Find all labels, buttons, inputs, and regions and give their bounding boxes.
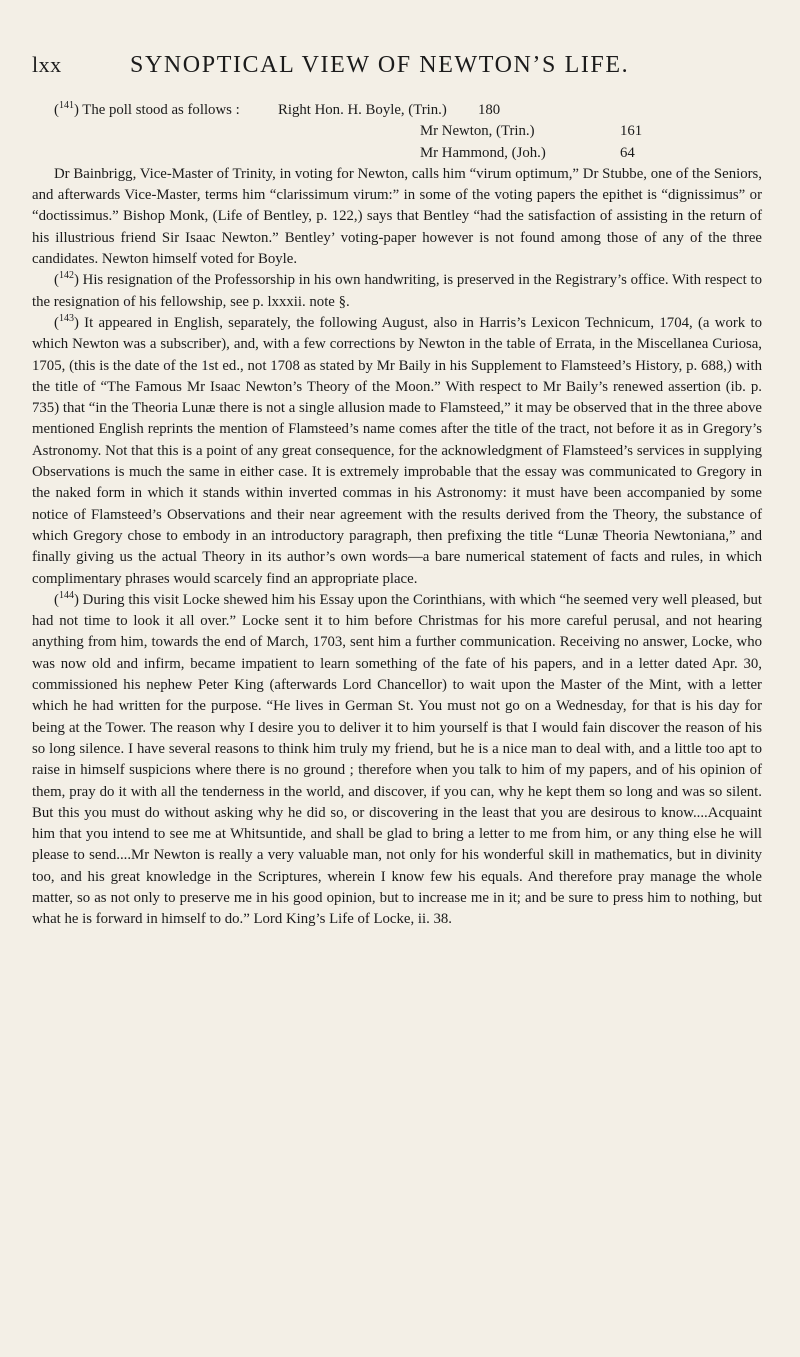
poll-votes: 161 bbox=[620, 123, 643, 140]
poll-row bbox=[32, 100, 762, 121]
page-header bbox=[32, 52, 762, 92]
note-number: 143 bbox=[58, 313, 74, 325]
poll-lead: ($^{141}$) The poll stood as follows : bbox=[54, 100, 240, 118]
note-number: 141 bbox=[58, 100, 74, 112]
note-number: 142 bbox=[58, 270, 74, 282]
page-body bbox=[32, 100, 762, 931]
paragraph-note-143: ($^{143}$) It appeared in English, separately, the following August, also in Harris’s Lexicon Technicum, 1704, (a work to which Newton was a subscriber), and, with a few corrections by Newton in the table of Errata, in the Miscellanea Curiosa, 1705, (this is the date of the 1st ed., not 1708 as stated by Mr Baily in his Supplement to Flamsteed’s History, p. 688,) with the title of “The Famous Mr Isaac Newton’s Theory of the Moon.” With respect to Mr Baily’s renewed assertion (ib. p. 735) that “in the Theoria Lunæ there is not a single allusion made to Flamsteed,” it may be observed that in the three above mentioned English reprints the mention of Flamsteed’s name comes after the title of the tract, not before it as in Gregory’s Astronomy. Not that this is a point of any great consequence, for the acknowledgment of Flamsteed’s services in supplying Observations is much the same in either case. It is extremely improbable that the essay was communicated to Gregory in the naked form in which it stands within inverted commas in his Astronomy: it must have been accompanied by some notice of Flamsteed’s Observations and their near agreement with the results derived from the Theory, the substance of which Gregory chose to embody in an introductory paragraph, then prefixing the title “Lunæ Theoria Newtoniana,” and finally giving us the actual Theory in its author’s own words—a bare numerical statement of facts and rules, in which complimentary phrases would scarcely find an appropriate place. bbox=[32, 313, 762, 587]
paragraph-note-141: Dr Bainbrigg, Vice-Master of Trinity, in voting for Newton, calls him “virum optimum,” Dr Stubbe, one of the Seniors, and afterwards Vice-Master, terms him “clarissimum virum:” in some of the voting papers the epithet is “dignissimus” or “doctissimus.” Bishop Monk, (Life of Bentley, p. 122,) says that Bentley “had the satisfaction of assisting in the return of his illustrious friend Sir Isaac Newton.” Bentley’ voting-paper however is not found among those of any of the three candidates. Newton himself voted for Boyle. bbox=[32, 165, 762, 268]
poll-votes: 180 bbox=[478, 102, 501, 118]
poll-candidate: Right Hon. H. Boyle, (Trin.) bbox=[278, 102, 447, 118]
paragraph-note-144: ($^{144}$) During this visit Locke shewed him his Essay upon the Corinthians, with which “he seemed very well pleased, but had not time to look it all over.” Locke sent it to him before Christmas for his more careful perusal, and not hearing anything from him, towards the end of March, 1703, sent him a further communication. Receiving no answer, Locke, who was now old and infirm, became impatient to learn something of the fate of his papers, and in a letter dated Apr. 30, commissioned his nephew Peter King (afterwards Lord Chancellor) to wait upon the Master of the Mint, with a letter which he had written for the purpose. “He lives in German St. You must not go on a Wednesday, for that is his day for being at the Tower. The reason why I desire you to deliver it to him yourself is that I would fain discover the reason of his so long silence. I have several reasons to think him truly my friend, but he is a nice man to deal with, and a little too apt to raise in himself suspicions where there is no ground ; therefore when you talk to him of my papers, and of his opinion of them, pray do it with all the tenderness in the world, and discover, if you can, why he kept them so long and was so silent. But this you must do without asking why he did so, or discovering in the least that you are desirous to know....Acquaint him that you intend to see me at Whitsuntide, and shall be glad to bring a letter to me from him, or any thing else he will please to send....Mr Newton is really a very valuable man, not only for his wonderful skill in mathematics, but in divinity too, and his great knowledge in the Scriptures, wherein I know few his equals. And therefore pray manage the whole matter, so as not only to preserve me in his good opinion, but to increase me in it; and be sure to press him to nothing, but what he is forward in himself to do.” Lord King’s Life of Locke, ii. 38. bbox=[32, 589, 762, 928]
paragraph-note-142: ($^{142}$) His resignation of the Professorship in his own handwriting, is preserved in the Registrary’s office. With respect to the resignation of his fellowship, see p. lxxxii. note §. bbox=[32, 270, 762, 310]
poll-row bbox=[32, 121, 762, 142]
page-number: lxx bbox=[32, 52, 62, 77]
poll-candidate: Mr Hammond, (Joh.) bbox=[420, 144, 546, 161]
poll-row bbox=[32, 143, 762, 164]
running-head: SYNOPTICAL VIEW OF NEWTON’S LIFE. bbox=[130, 52, 630, 78]
poll-candidate: Mr Newton, (Trin.) bbox=[420, 123, 535, 140]
note-number: 144 bbox=[58, 589, 74, 601]
poll-votes: 64 bbox=[620, 144, 635, 161]
